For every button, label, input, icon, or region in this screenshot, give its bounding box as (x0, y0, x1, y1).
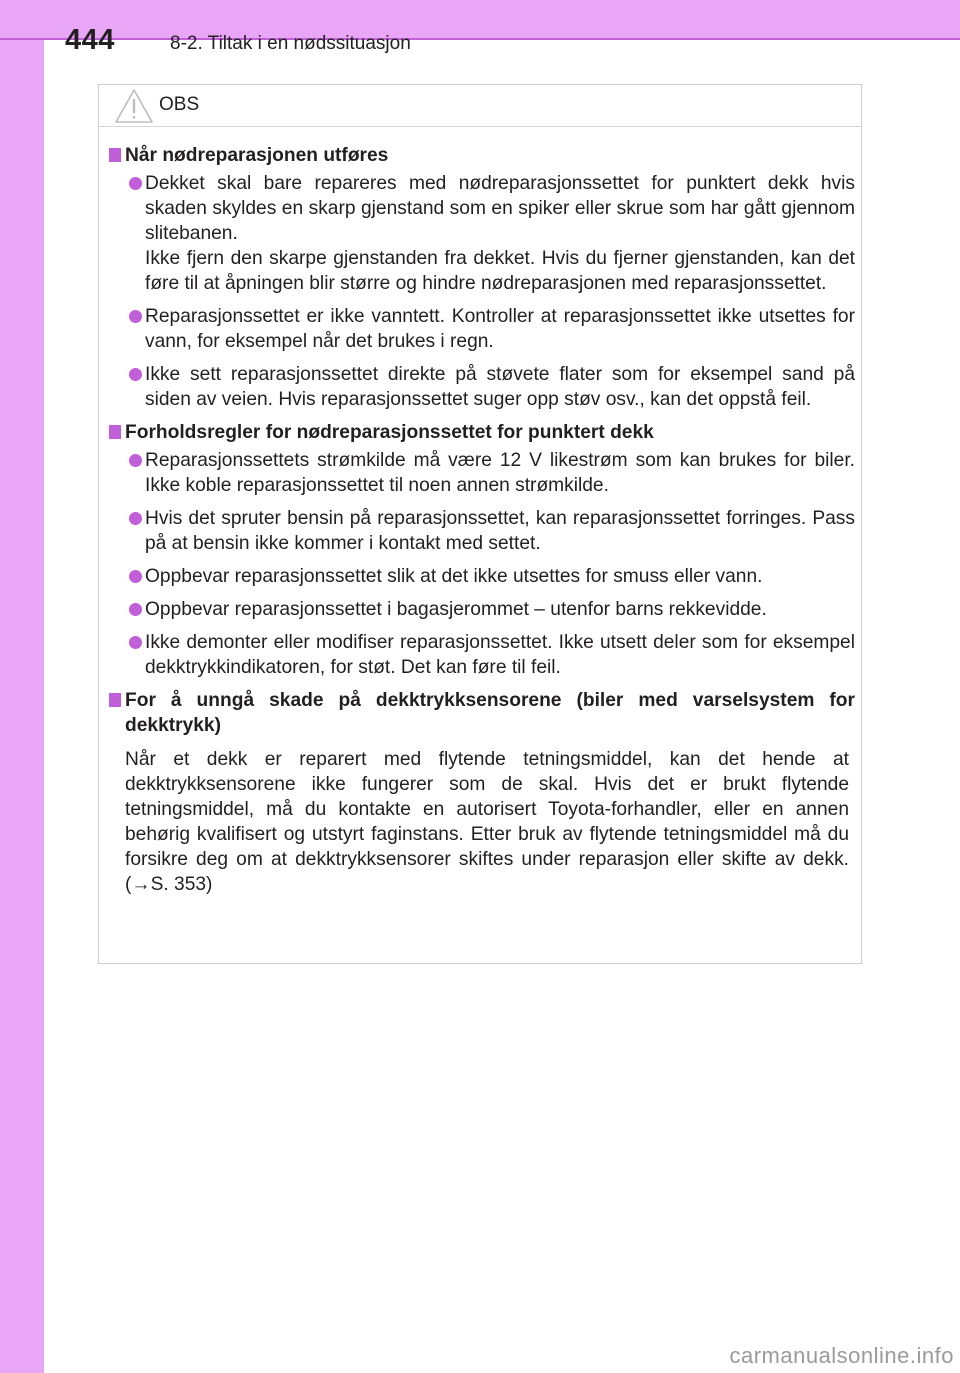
list-item: Dekket skal bare repareres med nødreparasjonssettet for punktert dekk hvis skaden skyldes en skarp gjenstand som en spiker eller skrue som har gått gjennom slitebanen. Ikke fjern den skarpe gjenstanden fra dekket. Hvis du fjerner gjenstanden, kan det føre til at åpningen blir større og hindre nødreparasjonen med reparasjonssettet. (109, 171, 855, 296)
list-item: Oppbevar reparasjonssettet i bagasjerommet – utenfor barns rekkevidde. (109, 597, 855, 622)
section-heading: Når nødreparasjonen utføres (109, 143, 855, 168)
round-bullet-icon (129, 454, 142, 467)
header-divider (0, 38, 960, 40)
section-title: 8-2. Tiltak i en nødssituasjon (170, 33, 411, 54)
round-bullet-icon (129, 310, 142, 323)
caution-header (99, 85, 861, 127)
section-heading: For å unngå skade på dekktrykksensorene (biler med varselsystem for dekktrykk) (109, 688, 855, 738)
list-item: Hvis det spruter bensin på reparasjonssettet, kan reparasjonssettet forringes. Pass på at bensin ikke kommer i kontakt med settet. (109, 506, 855, 556)
list-item: Ikke demonter eller modifiser reparasjonssettet. Ikke utsett deler som for eksempel dekktrykkindikatoren, for støt. Det kan føre til feil. (109, 630, 855, 680)
header-band (0, 0, 960, 38)
round-bullet-icon (129, 570, 142, 583)
page-number: 444 (65, 24, 115, 56)
paragraph: Når et dekk er reparert med flytende tetningsmiddel, kan det hende at dekktrykksensorene ikke fungerer som de skal. Hvis det er brukt flytende tetningsmiddel, må du kontakte en autorisert Toyota-forhandler, eller en annen behørig kvalifisert og utstyrt faginstans. Etter bruk av flytende tetningsmiddel må du forsikre deg om at dekktrykksensorer skiftes under reparasjon eller skifte av dekk. (→S. 353) (125, 749, 849, 895)
round-bullet-icon (129, 177, 142, 190)
section-heading: Forholdsregler for nødreparasjonssettet for punktert dekk (109, 420, 855, 445)
round-bullet-icon (129, 636, 142, 649)
list-item: Ikke sett reparasjonssettet direkte på støvete flater som for eksempel sand på siden av veien. Hvis reparasjonssettet suger opp støv osv., kan det oppstå feil. (109, 362, 855, 412)
section-3 (109, 688, 855, 897)
section-2 (109, 420, 855, 680)
caution-box (98, 84, 862, 964)
warning-triangle-icon (114, 88, 154, 124)
section-1 (109, 143, 855, 412)
list-item: Reparasjonssettets strømkilde må være 12 V likestrøm som kan brukes for biler. Ikke koble reparasjonssettet til noen annen strømkilde. (109, 448, 855, 498)
watermark: carmanualsonline.info (729, 1343, 954, 1368)
caution-label: OBS (159, 94, 200, 115)
round-bullet-icon (129, 512, 142, 525)
round-bullet-icon (129, 603, 142, 616)
list-item: Oppbevar reparasjonssettet slik at det ikke utsettes for smuss eller vann. (109, 564, 855, 589)
square-bullet-icon (109, 148, 121, 162)
side-color-bar (0, 0, 44, 1373)
square-bullet-icon (109, 425, 121, 439)
square-bullet-icon (109, 693, 121, 707)
list-item: Reparasjonssettet er ikke vanntett. Kontroller at reparasjonssettet ikke utsettes for vann, for eksempel når det brukes i regn. (109, 304, 855, 354)
caution-content (109, 143, 855, 905)
round-bullet-icon (129, 368, 142, 381)
